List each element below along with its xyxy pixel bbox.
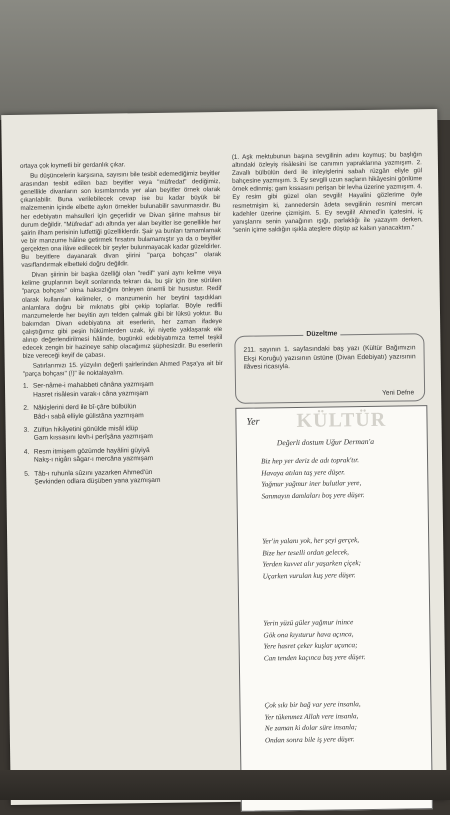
verse-line-2: Bâd-ı sabâ elliyle gülistâna yazmışam [33, 411, 144, 421]
verse-number: 2. [23, 404, 29, 413]
correction-signature: Yeni Defne [382, 389, 415, 397]
poem-line: Yerin yüzü güler yağmur inince [263, 618, 354, 628]
poem-title: Yer [246, 416, 260, 428]
verse-number: 4. [23, 448, 30, 456]
verse-line-2: Gam kıssasını levh-i perîşâna yazmışam [33, 433, 153, 443]
right-column [232, 151, 423, 235]
poem-line: Yer tükenmez Allah vere insanla, [264, 711, 359, 722]
poem-line: Yağmur yağmur iner bulutlar yere, [261, 479, 362, 489]
poem-stanza [264, 699, 361, 747]
verse-number: 3. [23, 426, 30, 434]
correction-box [234, 330, 425, 404]
verse-line-1: Tâb-ı ruhunla sûzını yazarken Ahmed'ün [34, 468, 153, 478]
verse-line-1: Zülfün hikâyetini gönülde misâl idüp [33, 425, 139, 434]
book-page [1, 109, 447, 805]
verse-line-2: Nakş-ı nigârı sâgar-ı mercâna yazmışam [33, 455, 154, 464]
intro-line: ortaya çok kıymetli bir gerdanlık çıkar. [19, 161, 126, 170]
verse-number: 1. [22, 383, 29, 391]
paragraph-2: Divan şiirinin bir başka özelliği olan "redif" yani aynı kelime veya kelime gruplarının beyit sonlarında tekrarı da, bu şiir için öne sürülen "parça bohçası" olma haksızlığını önleyen önemli bir husustur. Redif olarak kullanılan kelimeler, o manzumenin her beytini taşıdıkları anlamlara doğru bir mıknatıs gibi çekip toplarlar. Böyle redifli manzumelerde her beyitin ayrı telden çalmak gibi bir lüksü yoktur. Bu bakımdan Divan edebiyatına ait eserlerin, her zaman ifadeye çalıştığımız gibi peşin hükümlerden uzak, iyi niyetle yaklaşarak ele alınıp değerlendirilmesi hâlinde, bugünkü edebiyatımıza temel teşkil edecek zengin bir hazineye sahip olacağımız şüphesizdir. Bu eserlerin bize vereceği keyif de çabası. [21, 269, 223, 360]
verse-line-1: Ser-nâme-i mahabbeti cânâna yazmışam [32, 381, 154, 391]
verse-item [23, 402, 223, 422]
verse-item [24, 468, 224, 488]
verse-line-2: Hasret risâlesin varak-ı câna yazmışam [33, 389, 149, 399]
verse-line-1: Nâkişlerini derd ile bî-çâre bülbülün [33, 403, 137, 412]
background-bottom [0, 770, 450, 800]
paragraph-3: Satırlarımızı 15. yüzyılın değerli şairlerinden Ahmed Paşa'ya ait bir "parça bohçası" (!)" ile noktalayalım. [22, 360, 223, 379]
paragraph-1: Bu düşüncelerin karşısına, sayısını bile tesbit edemediğimiz beyitler arasından tesbit edilen bazı beyitler veya "müfredat" dediğimiz, genellikle divanların son kısımlarında yer alan beyitler örnek olarak çıkarılabilir. Buna verilebilecek cevap ise bu kadar büyük bir malzemenin içinde elbette aykırı örnekler bulunabilir savunmasıdır. Bu her edebiyatın mahsulleri için geçerlidir ve Divan şiirine mahsus bir durum değildir. "Müfredat" adı altında yer alan beyitler ise genellikle her şairin ilham perisinin lutfettiği güzelliklerdir. Şair ya bunları tamamlamak ve bir manzume hâline getirmek fırsatını bulamamıştır ya da o beyitler gerçekten ona ilâve edilecek bir şeyler bulunmayacak kadar güzeldirler. Bu beyitlere dayanarak divan şiirini "parça bohçası" olarak vasıflandırmak elbetteki doğru değildir. [20, 170, 222, 269]
poem-line: Yerden kuvvet alır yaşarken çiçek; [262, 559, 362, 569]
poem-line: Bize her teselli ordan gelecek, [262, 547, 349, 558]
poem-watermark: KÜLTÜR [296, 408, 387, 432]
poem-line: Ne zaman ki dolar süre insanla; [264, 723, 358, 733]
poem-dedication: Değerli dostum Uğur Derman'a [276, 436, 375, 448]
poem-stanza [263, 617, 365, 665]
verse-list [23, 380, 224, 487]
poem-box [235, 405, 433, 812]
correction-body: 211. sayının 1. sayfasındaki baş yazı (Kültür Bağımızın Ekşi Koruğu) yazısının üstüne (Divan Edebiyatı) yazısının ilâvesi ricasıyla. [243, 344, 416, 371]
verse-number: 5. [24, 470, 30, 478]
poem-line: Biz hep yer deriz de adı toprak'tır. [261, 456, 360, 466]
verse-line-2: Şevkinden odlara düşüben yana yazmışam [34, 476, 161, 486]
background-top [0, 0, 450, 120]
poem-stanza [261, 455, 365, 503]
poem-line: Yer'in yalanı yok, her şeyi gerçek, [262, 536, 360, 546]
poem-stanza [262, 535, 361, 583]
poem-line: Havaya atılan taş yere düşer. [261, 467, 346, 478]
poem-line: Gök ona kıyıturur hava açınca, [263, 629, 354, 640]
poem-line: Uçarken vurulan kuş yere düşer. [262, 570, 356, 581]
verse-item [24, 424, 224, 444]
poem-line: Can tenden kaçınca baş yere düşer. [263, 652, 366, 663]
poem-line: Ondan sonra bile iş yere düşer. [264, 734, 355, 745]
poem-line: Sanmayın damlaları boş yere düşer. [261, 490, 365, 501]
translation-text: (1. Aşk mektubunun başına sevgilinin adını koymuş; bu başlığın altındaki özleyiş risâlesini ise canımın yapraklarına yazmışım. 2. Zavallı bülbülün derd ile inleyişlerini sabah rüzgârı eliyle gül bahçesine yazmışım. 3. Ey sevgili uzun saçların hikâyesini gönlüme örnek edinmiş; gam kıssasını perişan bir levha üzerine yazmışım. 4. Ey resim gibi güzel olan sevgili! Hayalini gözlerime öyle resmetmişim ki, zannedersin âdeta sevgilinin resmini mercan kadehler üzerine çizmişim. 5. Ey sevgili! Ahmed'in içatesini, iç yanışlarını senin yanağının ışığı, parlaklığı ile yazayım derken, "senin içime saldığın ışıkla ateşlere düşüp az kalsın yanacaktım." [231, 151, 423, 234]
correction-title: Düzeltme [303, 330, 340, 338]
verse-item [24, 446, 224, 466]
verse-line-1: Resm itmişem gözümde hayâlini güyiyâ [33, 446, 150, 456]
poem-line: Yere hasret çeker kuşlar uçunca; [263, 641, 358, 651]
left-column [20, 160, 225, 492]
poem-line: Çok sıkı bir bağ var yere insanla, [264, 700, 361, 710]
verse-item [23, 380, 223, 400]
